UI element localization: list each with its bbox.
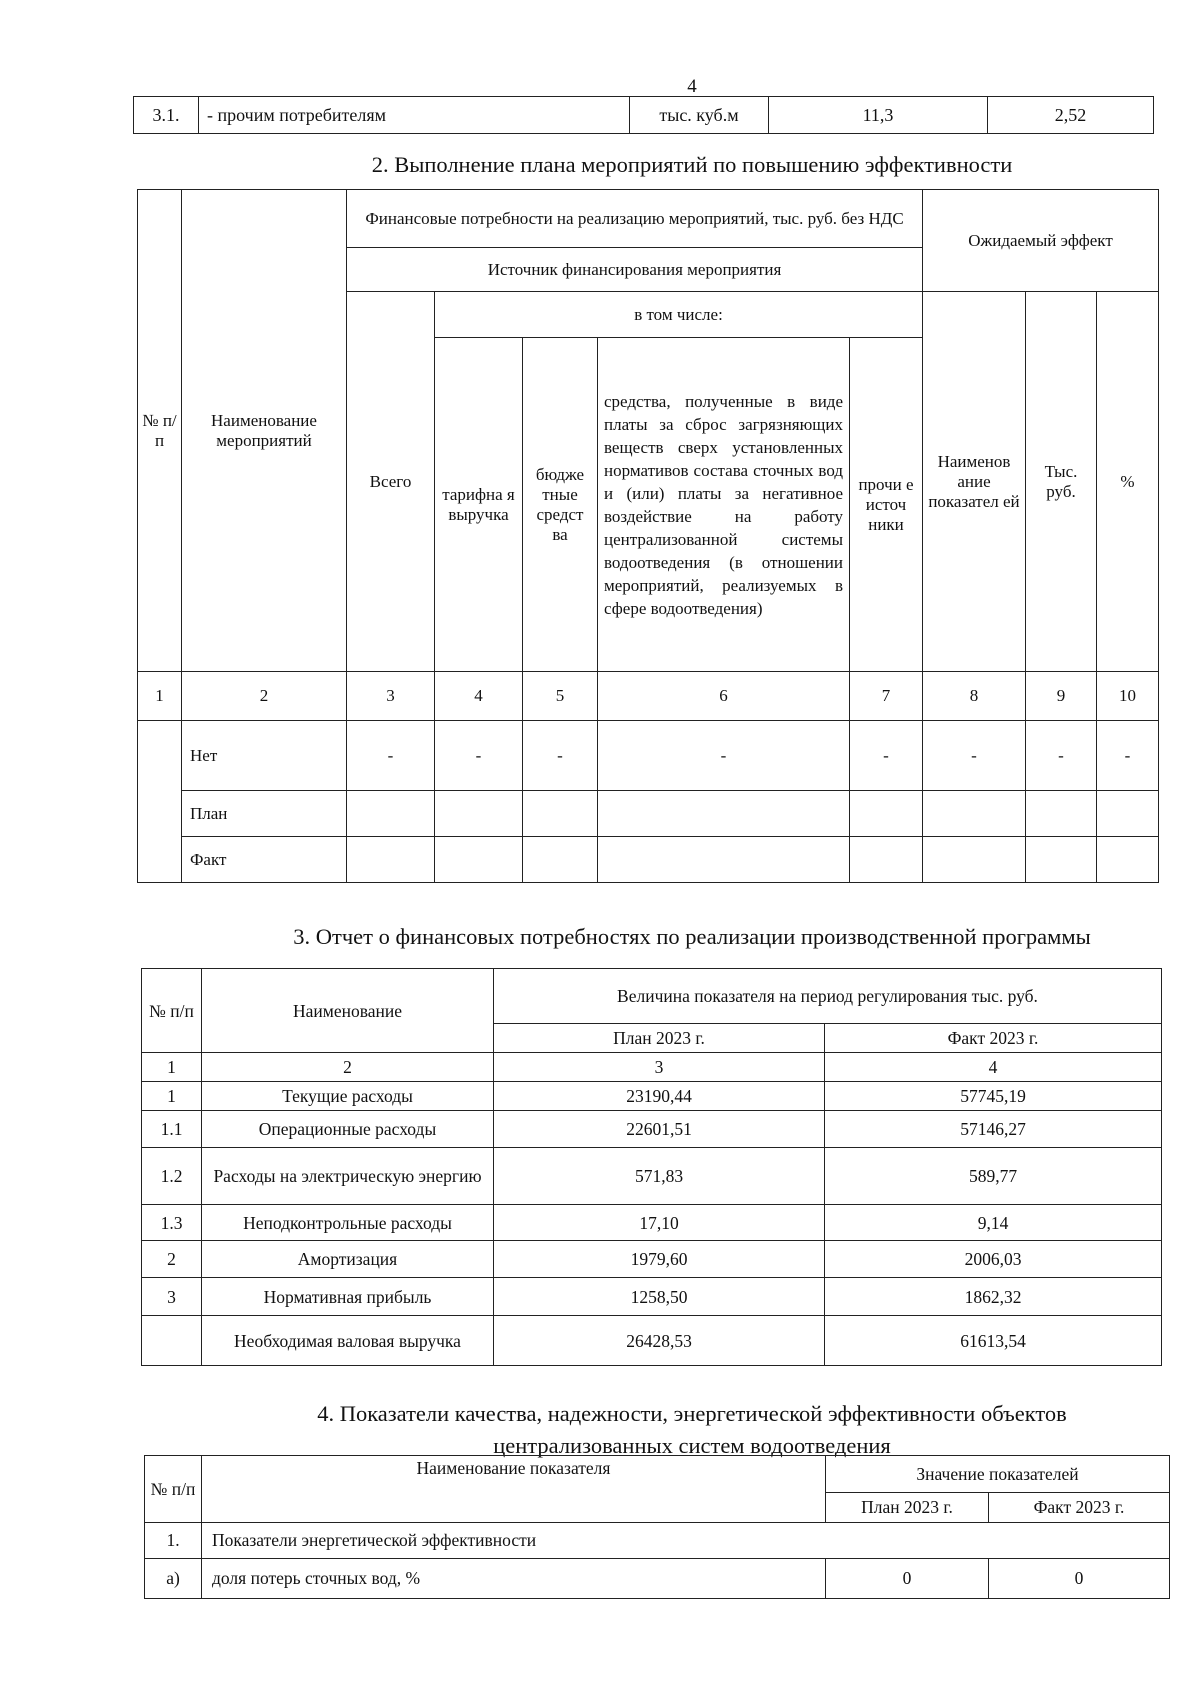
header-fact: Факт 2023 г. xyxy=(825,1024,1162,1053)
table-row xyxy=(138,837,1159,883)
section-4-table xyxy=(144,1455,1170,1599)
row-value: - xyxy=(347,721,435,791)
column-number: 1 xyxy=(138,672,182,721)
header-no: № п/п xyxy=(138,190,182,672)
value-cell: 2,52 xyxy=(988,97,1154,134)
row-value: - xyxy=(850,721,923,791)
header-name: Наименование мероприятий xyxy=(182,190,347,672)
fact-value: 57745,19 xyxy=(825,1082,1162,1111)
column-number: 9 xyxy=(1026,672,1097,721)
header-row xyxy=(145,1456,1170,1493)
row-value: - xyxy=(523,721,598,791)
column-number-row xyxy=(142,1053,1162,1082)
row-value xyxy=(923,837,1026,883)
row-name: Неподконтрольные расходы xyxy=(202,1205,494,1241)
column-number: 10 xyxy=(1097,672,1159,721)
header-value: Величина показателя на период регулирования тыс. руб. xyxy=(494,969,1162,1024)
row-number: 1. xyxy=(145,1523,202,1559)
row-value xyxy=(850,791,923,837)
plan-value: 1258,50 xyxy=(494,1278,825,1316)
header-no: № п/п xyxy=(145,1456,202,1523)
row-value: - xyxy=(598,721,850,791)
table-row xyxy=(142,1278,1162,1316)
column-number: 4 xyxy=(825,1053,1162,1082)
column-number: 1 xyxy=(142,1053,202,1082)
fact-value: 61613,54 xyxy=(825,1316,1162,1366)
column-number: 4 xyxy=(435,672,523,721)
table-row xyxy=(142,1316,1162,1366)
row-number: 1.1 xyxy=(142,1111,202,1148)
header-no: № п/п xyxy=(142,969,202,1053)
row-name: доля потерь сточных вод, % xyxy=(202,1559,826,1599)
row-value: - xyxy=(435,721,523,791)
plan-value: 0 xyxy=(826,1559,989,1599)
row-name: Расходы на электрическую энергию xyxy=(202,1148,494,1205)
row-value xyxy=(850,837,923,883)
row-number: 1 xyxy=(142,1082,202,1111)
table-row xyxy=(142,1241,1162,1278)
row-value xyxy=(435,791,523,837)
row-name: Показатели энергетической эффективности xyxy=(202,1523,1170,1559)
row-value xyxy=(1026,837,1097,883)
header-indicator: Наименов ание показател ей xyxy=(923,292,1026,672)
table-row xyxy=(142,1082,1162,1111)
header-values: Значение показателей xyxy=(826,1456,1170,1493)
row-value xyxy=(523,837,598,883)
table-row xyxy=(138,791,1159,837)
row-name: - прочим потребителям xyxy=(199,97,630,134)
column-number: 3 xyxy=(494,1053,825,1082)
row-number: 3 xyxy=(142,1278,202,1316)
row-number: 1.3 xyxy=(142,1205,202,1241)
section-2-table xyxy=(137,189,1159,883)
header-source: Источник финансирования мероприятия xyxy=(347,248,923,292)
table-row xyxy=(142,1205,1162,1241)
fact-value: 1862,32 xyxy=(825,1278,1162,1316)
section-3-table xyxy=(141,968,1162,1366)
plan-value: 17,10 xyxy=(494,1205,825,1241)
section-4-title xyxy=(0,1398,1200,1462)
row-value xyxy=(1026,791,1097,837)
fact-value: 9,14 xyxy=(825,1205,1162,1241)
table-row xyxy=(134,97,1154,134)
column-number: 8 xyxy=(923,672,1026,721)
header-finance: Финансовые потребности на реализацию мероприятий, тыс. руб. без НДС xyxy=(347,190,923,248)
fact-value: 2006,03 xyxy=(825,1241,1162,1278)
row-value xyxy=(347,837,435,883)
header-row xyxy=(142,969,1162,1024)
header-other: прочи е источ ники xyxy=(850,338,923,672)
column-number: 5 xyxy=(523,672,598,721)
table-row xyxy=(138,721,1159,791)
row-value xyxy=(1097,791,1159,837)
row-name: Необходимая валовая выручка xyxy=(202,1316,494,1366)
row-label: План xyxy=(182,791,347,837)
row-value xyxy=(523,791,598,837)
row-name: Операционные расходы xyxy=(202,1111,494,1148)
plan-value: 571,83 xyxy=(494,1148,825,1205)
row-value xyxy=(923,791,1026,837)
section-2-title: 2. Выполнение плана мероприятий по повышению эффективности xyxy=(371,152,1013,177)
row-number: 3.1. xyxy=(134,97,199,134)
row-number: а) xyxy=(145,1559,202,1599)
fact-value: 0 xyxy=(989,1559,1170,1599)
table-row xyxy=(142,1148,1162,1205)
plan-value: 22601,51 xyxy=(494,1111,825,1148)
section-4-title-line1: 4. Показатели качества, надежности, энергетической эффективности объектов xyxy=(317,1401,1067,1426)
top-row-table xyxy=(133,96,1154,134)
column-number-row xyxy=(138,672,1159,721)
header-row xyxy=(138,190,1159,248)
header-effect: Ожидаемый эффект xyxy=(923,190,1159,292)
row-value xyxy=(598,791,850,837)
table-row xyxy=(145,1559,1170,1599)
column-number: 3 xyxy=(347,672,435,721)
page-number: 4 xyxy=(687,76,697,97)
row-value xyxy=(1097,837,1159,883)
header-fact: Факт 2023 г. xyxy=(989,1493,1170,1523)
column-number: 2 xyxy=(202,1053,494,1082)
plan-value: 1979,60 xyxy=(494,1241,825,1278)
header-plan: План 2023 г. xyxy=(826,1493,989,1523)
header-budget: бюдже тные средст ва xyxy=(523,338,598,672)
column-number: 6 xyxy=(598,672,850,721)
section-3-title: 3. Отчет о финансовых потребностях по реализации производственной программы xyxy=(293,924,1091,949)
table-row xyxy=(142,1111,1162,1148)
column-number: 7 xyxy=(850,672,923,721)
row-number xyxy=(142,1316,202,1366)
row-value xyxy=(347,791,435,837)
header-percent: % xyxy=(1097,292,1159,672)
row-label: Факт xyxy=(182,837,347,883)
header-total: Всего xyxy=(347,292,435,672)
row-number: 2 xyxy=(142,1241,202,1278)
row-value: - xyxy=(923,721,1026,791)
row-label: Нет xyxy=(182,721,347,791)
column-number: 2 xyxy=(182,672,347,721)
row-value: - xyxy=(1097,721,1159,791)
header-tariff: тарифна я выручка xyxy=(435,338,523,672)
row-value: - xyxy=(1026,721,1097,791)
header-fees: средства, полученные в виде платы за сброс загрязняющих веществ сверх установленных нормативов состава сточных вод и (или) платы за негативное воздействие на работу централизованной системы водоотведения (в отношении мероприятий, реализуемых в сфере водоотведения) xyxy=(598,338,850,672)
plan-value: 26428,53 xyxy=(494,1316,825,1366)
row-value xyxy=(435,837,523,883)
row-name: Текущие расходы xyxy=(202,1082,494,1111)
value-cell: 11,3 xyxy=(769,97,988,134)
row-value xyxy=(598,837,850,883)
row-name: Нормативная прибыль xyxy=(202,1278,494,1316)
unit-cell: тыс. куб.м xyxy=(630,97,769,134)
header-thousand: Тыс. руб. xyxy=(1026,292,1097,672)
header-name: Наименование xyxy=(202,969,494,1053)
row-number xyxy=(138,721,182,883)
header-name: Наименование показателя xyxy=(202,1456,826,1523)
header-including: в том числе: xyxy=(435,292,923,338)
fact-value: 57146,27 xyxy=(825,1111,1162,1148)
section-4-title-line2: централизованных систем водоотведения xyxy=(493,1433,891,1458)
header-plan: План 2023 г. xyxy=(494,1024,825,1053)
row-name: Амортизация xyxy=(202,1241,494,1278)
row-number: 1.2 xyxy=(142,1148,202,1205)
fact-value: 589,77 xyxy=(825,1148,1162,1205)
plan-value: 23190,44 xyxy=(494,1082,825,1111)
table-row xyxy=(145,1523,1170,1559)
